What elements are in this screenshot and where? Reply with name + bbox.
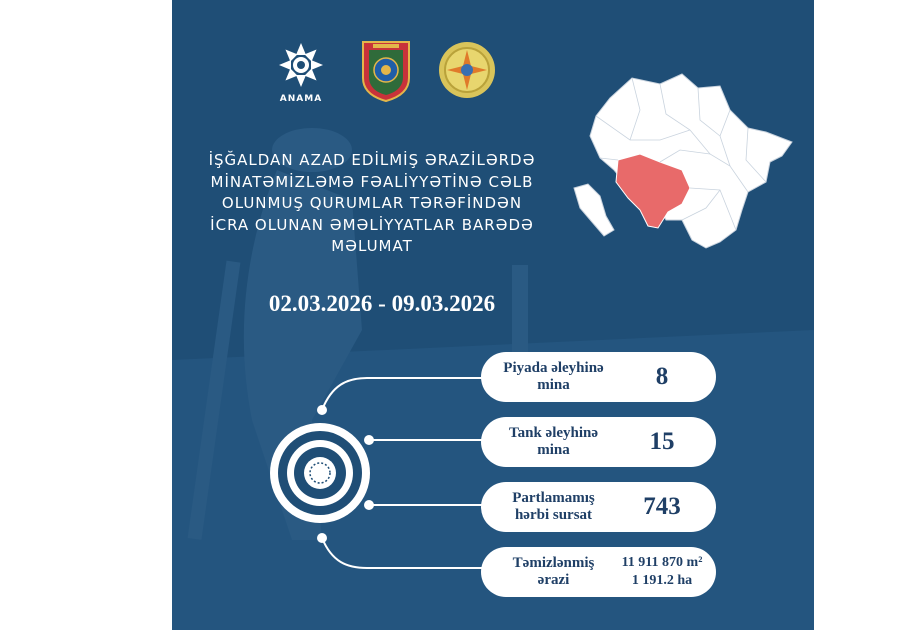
stat-card-cleared-area [481, 547, 716, 597]
area-square-meters: 11 911 870 m² [621, 555, 703, 570]
date-range: 02.03.2026 - 09.03.2026 [268, 291, 496, 316]
stat-label-line: Partlamamış [512, 490, 595, 506]
title-line: MİNATƏMİZLƏMƏ FƏALİYYƏTİNƏ CƏLB [210, 172, 534, 191]
stat-label [491, 482, 616, 532]
title-line: İCRA OLUNAN ƏMƏLİYYATLAR BARƏDƏ [210, 215, 534, 234]
stat-label-line: mina [537, 377, 570, 393]
stat-label [491, 352, 616, 402]
stat-card-uxo [481, 482, 716, 532]
title-line: İŞĞALDAN AZAD EDİLMİŞ ƏRAZİLƏRDƏ [208, 151, 536, 169]
stat-label-line: Piyada əleyhinə [503, 360, 604, 376]
stat-label-line: Tank əleyhinə [508, 425, 599, 441]
stat-label-line: ərazi [537, 572, 570, 588]
landmine-icon [304, 457, 336, 489]
stat-label [491, 417, 616, 467]
stat-label-line: hərbi sursat [514, 507, 593, 523]
title-line: OLUNMUŞ QURUMLAR TƏRƏFİNDƏN [221, 194, 523, 212]
stat-label-line: mina [537, 442, 570, 458]
stat-label-line: Təmizlənmiş [512, 555, 595, 571]
stat-card-antipersonnel [481, 352, 716, 402]
connector-diagram [172, 0, 814, 630]
infographic-panel [172, 0, 814, 630]
area-hectares: 1 191.2 ha [631, 573, 693, 588]
stat-value [608, 547, 716, 597]
stat-value: 15 [649, 428, 675, 455]
stat-value: 8 [655, 363, 669, 390]
stat-card-antitank [481, 417, 716, 467]
title-line: MƏLUMAT [331, 237, 413, 255]
stat-value: 743 [643, 493, 681, 520]
stat-label [491, 547, 616, 597]
anama-caption: ANAMA [279, 94, 323, 104]
